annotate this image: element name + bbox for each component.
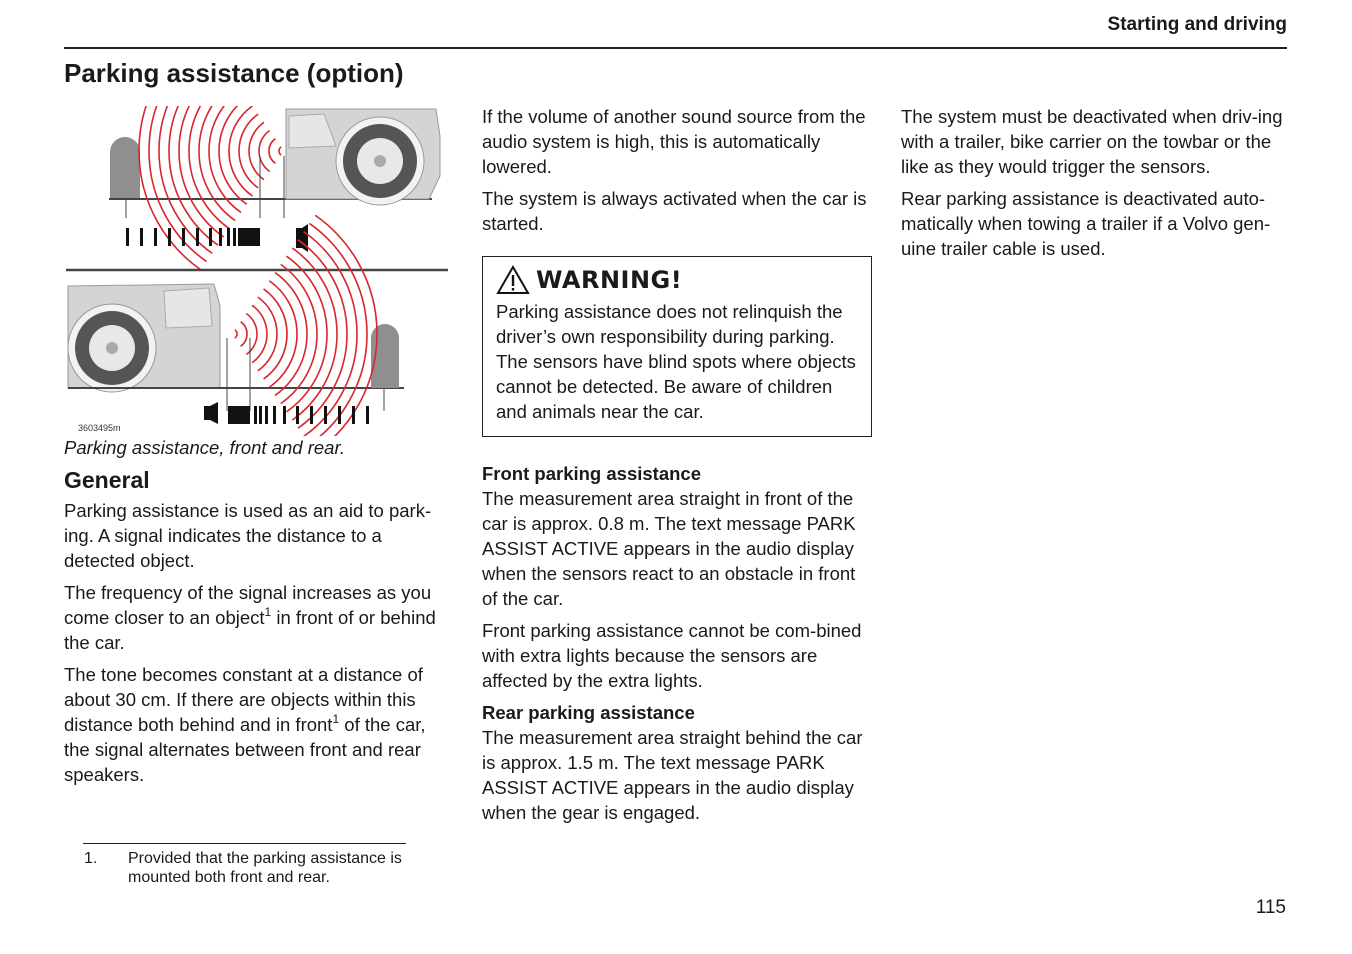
signal-arc [169, 106, 218, 245]
column-3 [901, 104, 1291, 268]
signal-bar [296, 406, 299, 424]
header-divider [64, 47, 1287, 49]
auto-deactivation-paragraph: Rear parking assistance is deactivated auto-matically when towing a trailer if a Volvo gen-uine trailer cable is used. [901, 188, 1271, 259]
signal-bar [228, 406, 250, 424]
signal-bar [366, 406, 369, 424]
signal-arc [281, 264, 317, 403]
signal-bar [168, 228, 171, 246]
parking-assistance-illustration [64, 106, 452, 436]
footnote-ref: 1 [332, 712, 340, 726]
signal-arc [235, 330, 237, 338]
signal-bar [238, 228, 260, 246]
warning-title: WARNING! [536, 265, 683, 294]
page-title: Parking assistance (option) [64, 58, 404, 88]
activation-paragraph: The system is always activated when the car is started. [482, 188, 867, 234]
signal-bar [324, 406, 327, 424]
warning-text: Parking assistance does not relinquish the driver’s own responsibility during parking. The sensors have blind spots where objects cannot be detected. Be aware of children and animals near the car. [496, 301, 856, 422]
warning-triangle-icon [496, 265, 530, 295]
signal-bar [196, 228, 199, 246]
signal-bar [259, 406, 262, 424]
footnote-ref: 1 [264, 605, 272, 619]
front-speaker-icon [296, 224, 308, 252]
signal-bar [233, 228, 236, 246]
front-parking-heading: Front parking assistance [482, 463, 701, 484]
signal-bar [219, 228, 222, 246]
signal-bar [352, 406, 355, 424]
front-parking-paragraph-1: The measurement area straight in front of the car is approx. 0.8 m. The text message PARK ASSIST ACTIVE appears in the audio display when the sensors react to an obstacle in front of the car. [482, 488, 856, 609]
warning-box [482, 256, 872, 437]
rear-speaker-icon [204, 402, 218, 424]
signal-bar [182, 228, 185, 246]
signal-arc [269, 139, 275, 164]
footnote-text: Provided that the parking assistance is mounted both front and rear. [128, 850, 402, 886]
signal-arc [241, 322, 247, 347]
rear-parking-paragraph: The measurement area straight behind the car is approx. 1.5 m. The text message PARK ASSIST ACTIVE appears in the audio display when the gear is engaged. [482, 727, 863, 823]
signal-arc [304, 232, 357, 436]
rear-parking-heading: Rear parking assistance [482, 702, 695, 723]
column-2 [482, 104, 872, 832]
general-paragraph-3: The tone becomes constant at a distance of about 30 cm. If there are objects within this distance both behind and in front$^1$ of the car, the signal alternates between front and rear speakers. [64, 664, 426, 785]
general-paragraph-1: Parking assistance is used as an aid to park-ing. A signal indicates the distance to a detected object. [64, 500, 432, 571]
trailer-paragraph: The system must be deactivated when driv-ing with a trailer, bike carrier on the towbar or the like as they would trigger the sensors. [901, 106, 1283, 177]
signal-arc [249, 122, 264, 179]
signal-bar [283, 406, 286, 424]
signal-arc [246, 314, 257, 355]
volume-paragraph: If the volume of another sound source from the audio system is high, this is automatically lowered. [482, 106, 866, 177]
general-paragraph-2: The frequency of the signal increases as you come closer to an object$^1$ in front of or behind the car. [64, 582, 436, 653]
front-parking-paragraph-2: Front parking assistance cannot be com-bined with extra lights because the sensors are affected by the extra lights. [482, 620, 862, 691]
page-number: 115 [1255, 897, 1286, 918]
signal-arc [298, 240, 347, 428]
figure-caption: Parking assistance, front and rear. [64, 437, 346, 458]
signal-bar [126, 228, 129, 246]
signal-bar [254, 406, 257, 424]
signal-bar [154, 228, 157, 246]
warning-header [496, 265, 858, 295]
footnote [84, 849, 414, 887]
signal-arc [279, 147, 281, 155]
signal-bar [265, 406, 268, 424]
signal-arc [252, 305, 267, 362]
signal-bar [227, 228, 230, 246]
section-header: Starting and driving [1107, 14, 1287, 35]
signal-bar [338, 406, 341, 424]
general-heading: General [64, 467, 150, 493]
front-scene [109, 106, 440, 270]
figure-code: 3603495m [78, 423, 121, 433]
signal-bar [310, 406, 313, 424]
footnote-number: 1. [84, 850, 98, 867]
signal-bar [140, 228, 143, 246]
signal-bar [273, 406, 276, 424]
signal-arc [219, 106, 247, 204]
general-section [64, 466, 452, 794]
rear-scene [68, 215, 404, 436]
signal-arc [259, 131, 270, 172]
signal-bar [209, 228, 212, 246]
footnote-divider [83, 843, 406, 844]
